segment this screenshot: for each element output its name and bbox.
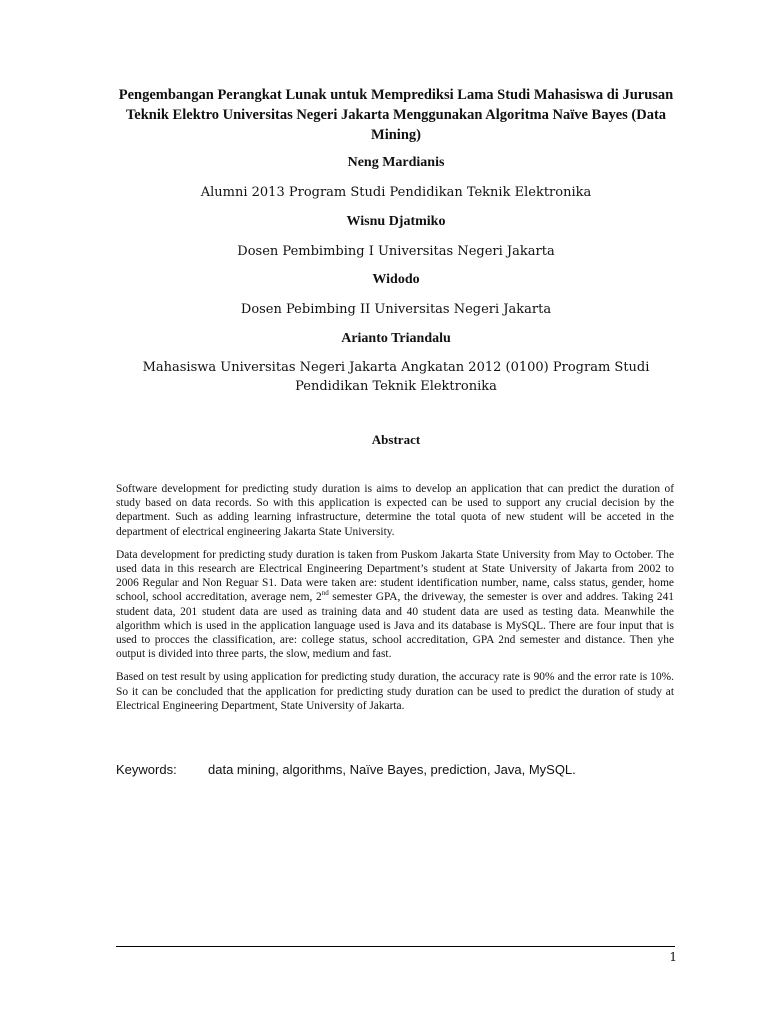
keywords-label: Keywords:	[116, 762, 177, 777]
author-name-2: Wisnu Djatmiko	[346, 214, 446, 229]
ordinal-superscript: nd	[321, 589, 329, 598]
author-affiliation-3: Dosen Pebimbing II Universitas Negeri Jakarta	[240, 302, 552, 317]
abstract-paragraph-1: Software development for predicting study duration is aims to develop an application that can predict the duration of study based on data records. So with this application is expected can be used to support any crucial decision by the department. Such as adding learning infrastructure, determine the total quota of new student will be acceted in the department of electrical engineering Jakarta State University.	[116, 483, 674, 538]
author-affiliation-1: Alumni 2013 Program Studi Pendidikan Teknik Elektronika	[200, 185, 592, 200]
abstract-paragraph-3: Based on test result by using application for predicting study duration, the accuracy rate is 90% and the error rate is 10%. So it can be concluded that the application for predicting study duration can be used to predict the duration of study at Electrical Engineering Department, State University of Jakarta.	[116, 671, 674, 712]
author-name-4: Arianto Triandalu	[341, 331, 451, 346]
abstract-heading: Abstract	[371, 432, 421, 447]
abstract-paragraph-2-part-1: Data development for predicting study duration is taken from Puskom Jakarta State University from May to October. The used data in this research are Electrical Engineering Department’s student at State University of Jakarta from 2002 to 2006 Regular and Non Reguar S1. Data were taken are: student identification number, name, calss status, gender, home school, school accreditation, average nem, 2	[116, 548, 674, 604]
footer-rule	[116, 946, 675, 947]
author-name-3: Widodo	[372, 272, 420, 287]
abstract-paragraph-2	[116, 548, 674, 662]
keywords-value: data mining, algorithms, Naïve Bayes, prediction, Java, MySQL.	[208, 762, 576, 777]
author-affiliation-4: Mahasiswa Universitas Negeri Jakarta Angkatan 2012 (0100) Program Studi Pendidikan Teknik Elektronika	[142, 360, 650, 394]
author-name-1: Neng Mardianis	[347, 155, 445, 170]
paper-title: Pengembangan Perangkat Lunak untuk Memprediksi Lama Studi Mahasiswa di Jurusan Teknik Elektro Universitas Negeri Jakarta Menggunakan Algoritma Naïve Bayes (Data Mining)	[118, 87, 674, 143]
keywords-line	[116, 761, 674, 779]
author-affiliation-2: Dosen Pembimbing I Universitas Negeri Jakarta	[237, 244, 555, 259]
abstract-paragraph-2-part-2: semester GPA, the driveway, the semester is over and addres. Taking 241 student data, 201 student data are used as training data and 40 student data are used as testing data. Meanwhile the algorithm which is used in the application language used is Java and its database is MySQL. There are four input that is used to procces the classification, are: college status, school accreditation, GPA 2nd semester and distance. Then yhe output is divided into three parts, the slow, medium and fast.	[116, 591, 674, 661]
page-number: 1	[669, 950, 677, 964]
abstract-body	[116, 482, 674, 722]
